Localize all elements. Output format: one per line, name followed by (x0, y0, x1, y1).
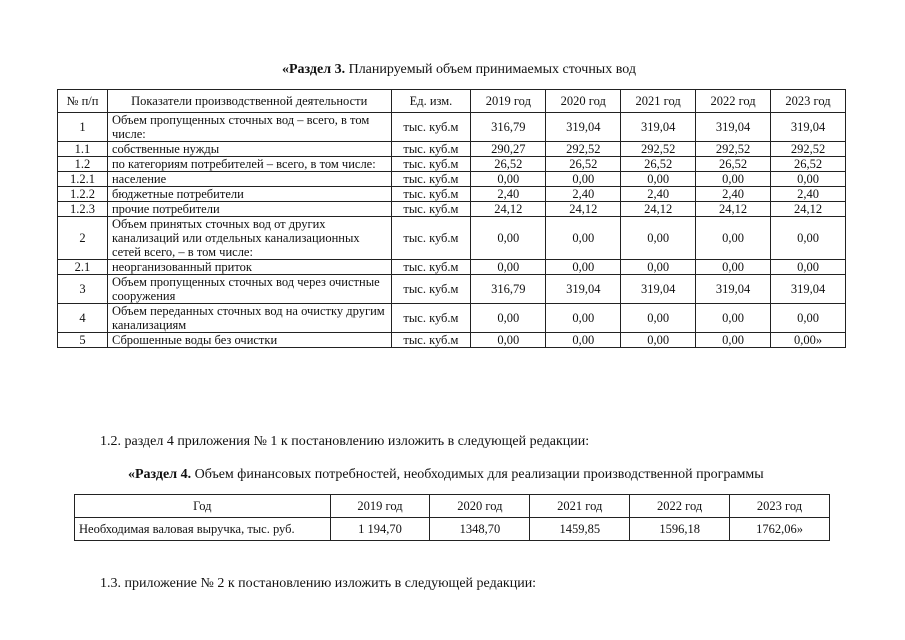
value-cell: 0,00 (696, 260, 771, 275)
value-cell: 0,00 (621, 333, 696, 348)
value-cell: 1348,70 (430, 518, 530, 541)
indicator-name: бюджетные потребители (107, 187, 391, 202)
value-cell: 0,00 (471, 172, 546, 187)
table-row (58, 333, 846, 348)
value-cell: 0,00 (771, 260, 846, 275)
value-cell: 1 194,70 (330, 518, 430, 541)
table-row (58, 157, 846, 172)
table-row (58, 187, 846, 202)
value-cell: 26,52 (771, 157, 846, 172)
value-cell: 2,40 (546, 187, 621, 202)
indicator-name: неорганизованный приток (107, 260, 391, 275)
row-number: 3 (58, 275, 108, 304)
unit-cell: тыс. куб.м (391, 304, 471, 333)
value-cell: 24,12 (546, 202, 621, 217)
value-cell: 0,00 (471, 333, 546, 348)
value-cell: 316,79 (471, 275, 546, 304)
value-cell: 24,12 (621, 202, 696, 217)
value-cell: 2,40 (696, 187, 771, 202)
row-number: 1.2.2 (58, 187, 108, 202)
value-cell: 0,00» (771, 333, 846, 348)
indicator-name: Объем переданных сточных вод на очистку другим канализациям (107, 304, 391, 333)
indicator-name: собственные нужды (107, 142, 391, 157)
value-cell: 26,52 (621, 157, 696, 172)
value-cell: 24,12 (471, 202, 546, 217)
value-cell: 0,00 (696, 333, 771, 348)
value-cell: 319,04 (621, 275, 696, 304)
table-row (58, 275, 846, 304)
column-header: № п/п (58, 90, 108, 113)
value-cell: 292,52 (621, 142, 696, 157)
column-header: 2021 год (530, 495, 630, 518)
column-header: Показатели производственной деятельности (107, 90, 391, 113)
value-cell: 2,40 (771, 187, 846, 202)
table-row (58, 142, 846, 157)
column-header: 2022 год (696, 90, 771, 113)
value-cell: 0,00 (771, 172, 846, 187)
value-cell: 292,52 (696, 142, 771, 157)
value-cell: 26,52 (471, 157, 546, 172)
row-number: 1 (58, 113, 108, 142)
unit-cell: тыс. куб.м (391, 157, 471, 172)
value-cell: 24,12 (696, 202, 771, 217)
row-number: 1.2.3 (58, 202, 108, 217)
section3-title (282, 62, 636, 78)
row-number: 5 (58, 333, 108, 348)
row-number: 1.1 (58, 142, 108, 157)
indicator-name: прочие потребители (107, 202, 391, 217)
table-header-row (58, 90, 846, 113)
column-header: 2019 год (471, 90, 546, 113)
unit-cell: тыс. куб.м (391, 187, 471, 202)
value-cell: 26,52 (546, 157, 621, 172)
value-cell: 290,27 (471, 142, 546, 157)
unit-cell: тыс. куб.м (391, 142, 471, 157)
value-cell: 24,12 (771, 202, 846, 217)
table-row (58, 202, 846, 217)
indicator-name: население (107, 172, 391, 187)
value-cell: 292,52 (546, 142, 621, 157)
value-cell: 319,04 (546, 113, 621, 142)
column-header: 2022 год (630, 495, 730, 518)
value-cell: 0,00 (621, 172, 696, 187)
column-header: 2020 год (546, 90, 621, 113)
table-row (58, 217, 846, 260)
indicator-name: Объем принятых сточных вод от других канализаций или отдельных канализационных сетей всего, – в том числе: (107, 217, 391, 260)
column-header: 2021 год (621, 90, 696, 113)
value-cell: 319,04 (696, 275, 771, 304)
wastewater-volume-table (57, 89, 846, 348)
unit-cell: тыс. куб.м (391, 172, 471, 187)
column-header: 2023 год (771, 90, 846, 113)
value-cell: 0,00 (621, 260, 696, 275)
value-cell: 0,00 (771, 217, 846, 260)
column-header: Год (75, 495, 331, 518)
value-cell: 319,04 (621, 113, 696, 142)
section3-title-text: Планируемый объем принимаемых сточных вод (345, 62, 636, 77)
value-cell: 2,40 (471, 187, 546, 202)
column-header: 2020 год (430, 495, 530, 518)
row-number: 1.2 (58, 157, 108, 172)
paragraph-1-2: 1.2. раздел 4 приложения № 1 к постановлению изложить в следующей редакции: (100, 434, 590, 449)
value-cell: 0,00 (546, 304, 621, 333)
table-row (58, 260, 846, 275)
row-label: Необходимая валовая выручка, тыс. руб. (75, 518, 331, 541)
section4-title-text: Объем финансовых потребностей, необходимых для реализации производственной программы (191, 467, 764, 482)
value-cell: 1596,18 (630, 518, 730, 541)
value-cell: 319,04 (546, 275, 621, 304)
value-cell: 0,00 (621, 304, 696, 333)
table-row (58, 113, 846, 142)
section3-title-bold: «Раздел 3. (282, 62, 346, 77)
row-number: 2.1 (58, 260, 108, 275)
value-cell: 0,00 (696, 217, 771, 260)
value-cell: 292,52 (771, 142, 846, 157)
value-cell: 0,00 (546, 260, 621, 275)
value-cell: 0,00 (621, 217, 696, 260)
row-number: 1.2.1 (58, 172, 108, 187)
value-cell: 319,04 (696, 113, 771, 142)
unit-cell: тыс. куб.м (391, 260, 471, 275)
row-number: 2 (58, 217, 108, 260)
value-cell: 1762,06» (730, 518, 830, 541)
unit-cell: тыс. куб.м (391, 333, 471, 348)
value-cell: 0,00 (546, 333, 621, 348)
column-header: Ед. изм. (391, 90, 471, 113)
unit-cell: тыс. куб.м (391, 217, 471, 260)
value-cell: 2,40 (621, 187, 696, 202)
column-header: 2019 год (330, 495, 430, 518)
paragraph-1-3: 1.3. приложение № 2 к постановлению изложить в следующей редакции: (100, 576, 537, 591)
financial-needs-table (74, 494, 830, 541)
value-cell: 0,00 (471, 260, 546, 275)
table-row (58, 304, 846, 333)
value-cell: 319,04 (771, 275, 846, 304)
section4-title-bold: «Раздел 4. (128, 467, 192, 482)
value-cell: 0,00 (471, 304, 546, 333)
value-cell: 0,00 (471, 217, 546, 260)
indicator-name: Объем пропущенных сточных вод через очистные сооружения (107, 275, 391, 304)
indicator-name: Объем пропущенных сточных вод – всего, в том числе: (107, 113, 391, 142)
column-header: 2023 год (730, 495, 830, 518)
value-cell: 0,00 (771, 304, 846, 333)
row-number: 4 (58, 304, 108, 333)
value-cell: 1459,85 (530, 518, 630, 541)
table-row (75, 518, 830, 541)
section4-title (128, 467, 764, 483)
table-row (58, 172, 846, 187)
value-cell: 316,79 (471, 113, 546, 142)
value-cell: 0,00 (546, 217, 621, 260)
unit-cell: тыс. куб.м (391, 202, 471, 217)
indicator-name: по категориям потребителей – всего, в том числе: (107, 157, 391, 172)
value-cell: 0,00 (696, 304, 771, 333)
indicator-name: Сброшенные воды без очистки (107, 333, 391, 348)
value-cell: 319,04 (771, 113, 846, 142)
unit-cell: тыс. куб.м (391, 113, 471, 142)
table-header-row (75, 495, 830, 518)
value-cell: 0,00 (696, 172, 771, 187)
value-cell: 0,00 (546, 172, 621, 187)
value-cell: 26,52 (696, 157, 771, 172)
unit-cell: тыс. куб.м (391, 275, 471, 304)
